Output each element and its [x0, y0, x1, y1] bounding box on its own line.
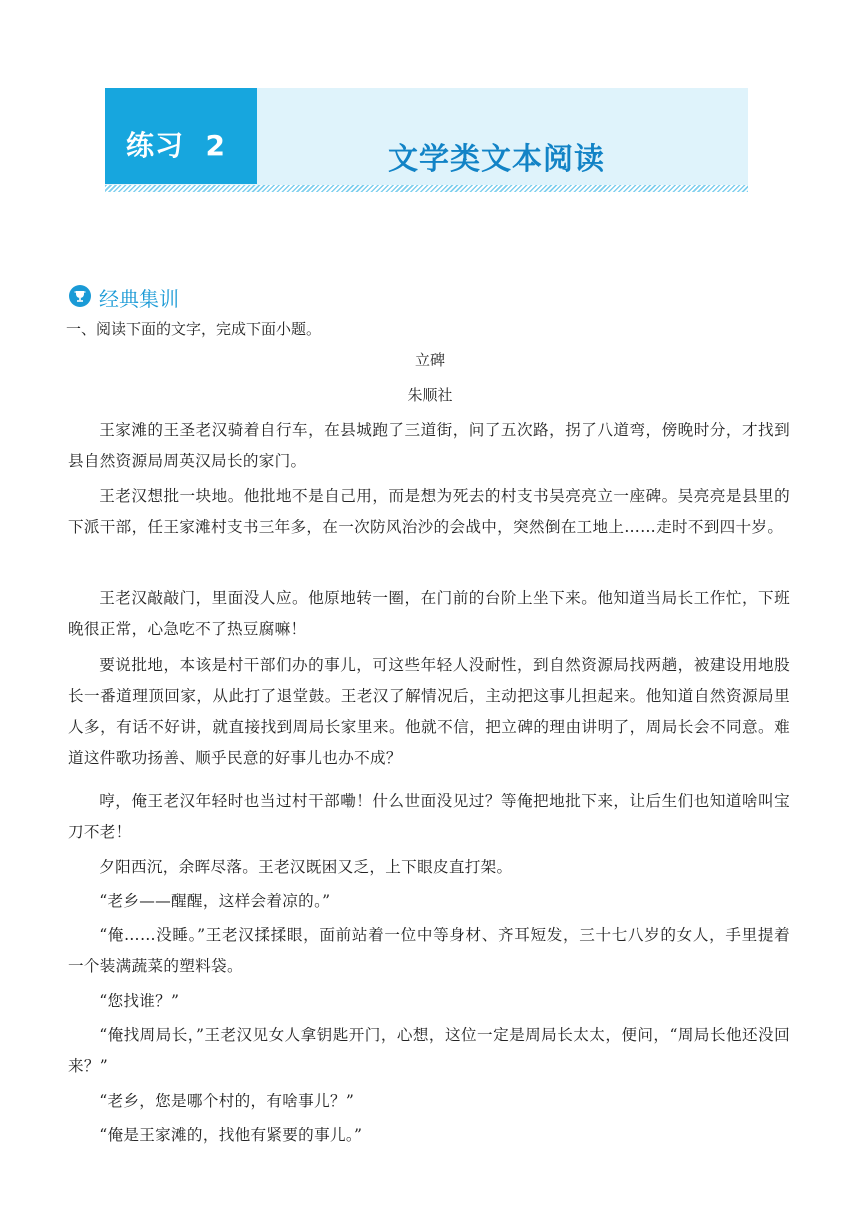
story-paragraph: “俺找周局长，”王老汉见女人拿钥匙开门，心想，这位一定是周局长太太，便问，“周局长他还没回来？”: [68, 1026, 790, 1075]
story-paragraph: 夕阳西沉，余晖尽落。王老汉既困又乏，上下眼皮直打架。: [99, 858, 513, 876]
trophy-icon: [69, 285, 91, 307]
section-title: 经典集训: [99, 287, 179, 311]
story-paragraph: 王老汉想批一块地。他批地不是自己用，而是想为死去的村支书吴亮亮立一座碑。吴亮亮是县里的下派干部，任王家滩村支书三年多，在一次防风治沙的会战中，突然倒在工地上……走时不到四十岁。: [68, 487, 790, 536]
story-paragraph: “俺是王家滩的，找他有紧要的事儿。”: [99, 1126, 363, 1144]
header-divider: [105, 185, 748, 192]
story-author: 朱顺社: [407, 386, 453, 404]
story-paragraph: “老乡，您是哪个村的，有啥事儿？”: [99, 1092, 355, 1110]
story-title: 立碑: [414, 351, 445, 369]
story-paragraph: “老乡——醒醒，这样会着凉的。”: [99, 892, 331, 910]
story-paragraph: 哼，俺王老汉年轻时也当过村干部嘞！什么世面没见过？等俺把地批下来，让后生们也知道啥叫宝刀不老！: [68, 792, 790, 841]
question-prompt: 一、阅读下面的文字，完成下面小题。: [66, 320, 322, 338]
story-paragraph: 王家滩的王圣老汉骑着自行车，在县城跑了三道街，问了五次路，拐了八道弯，傍晚时分，才找到县自然资源局周英汉局长的家门。: [68, 421, 790, 470]
page-title: 文学类文本阅读: [388, 142, 605, 177]
story-paragraph: “您找谁？”: [99, 992, 180, 1010]
exercise-label: 练习 2: [126, 129, 226, 162]
story-paragraph: “俺……没睡。”王老汉揉揉眼，面前站着一位中等身材、齐耳短发，三十七八岁的女人，手里提着一个装满蔬菜的塑料袋。: [68, 926, 790, 975]
story-paragraph: 要说批地，本该是村干部们办的事儿，可这些年轻人没耐性，到自然资源局找两趟，被建设用地股长一番道理顶回家，从此打了退堂鼓。王老汉了解情况后，主动把这事儿担起来。他知道自然资源局里人多，有话不好讲，就直接找到周局长家里来。他就不信，把立碑的理由讲明了，周局长会不同意。难道这件歌功扬善、顺乎民意的好事儿也办不成？: [68, 656, 790, 767]
story-paragraph: 王老汉敲敲门，里面没人应。他原地转一圈，在门前的台阶上坐下来。他知道当局长工作忙，下班晚很正常，心急吃不了热豆腐嘛！: [68, 589, 790, 638]
